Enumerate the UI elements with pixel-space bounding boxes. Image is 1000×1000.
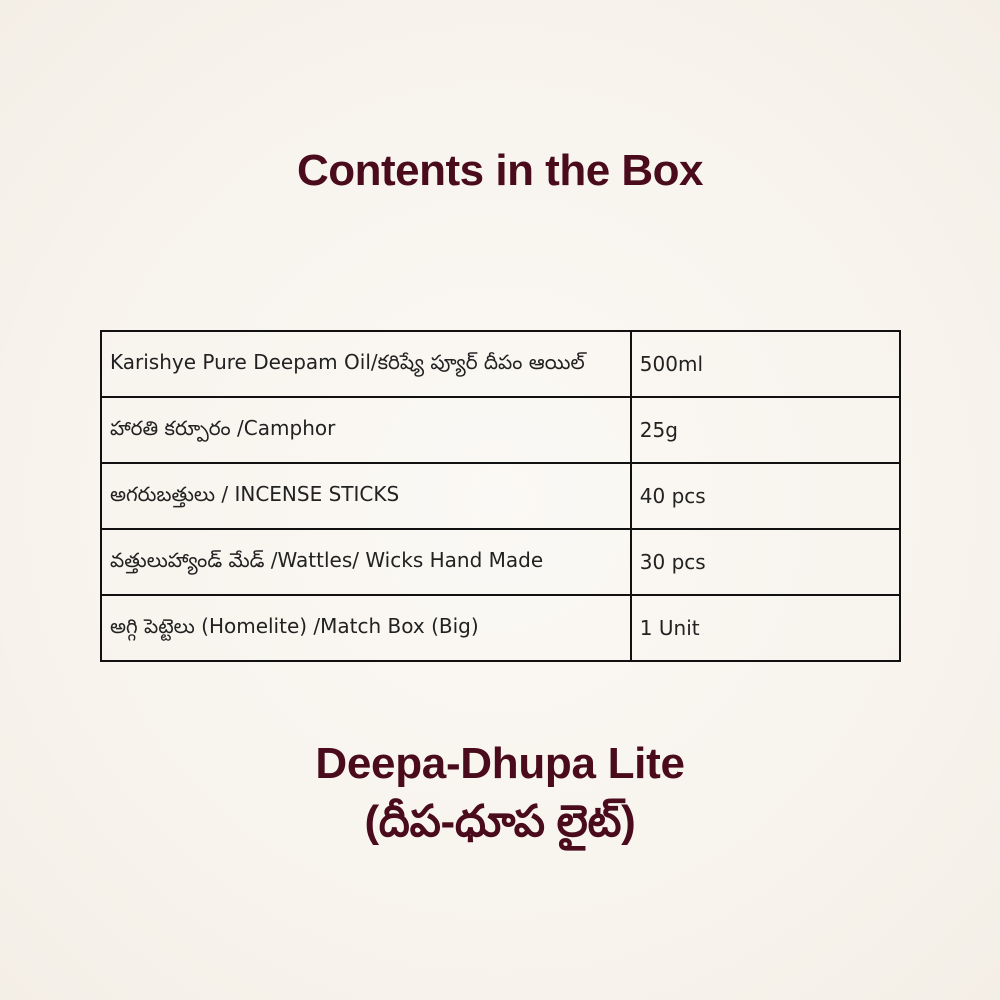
product-name-block: [0, 735, 1000, 851]
item-quantity: 40 pcs: [631, 463, 900, 529]
table-row: [101, 595, 900, 661]
contents-table: [100, 330, 901, 662]
product-name-telugu: (దీప-ధూప లైట్): [364, 797, 636, 846]
item-name: అగ్గి పెట్టెలు (Homelite) /Match Box (Big): [101, 595, 631, 661]
page-title: Contents in the Box: [296, 146, 704, 195]
item-name: అగరుబత్తులు / INCENSE STICKS: [101, 463, 631, 529]
table-row: [101, 529, 900, 595]
item-quantity: 30 pcs: [631, 529, 900, 595]
table-row: [101, 397, 900, 463]
item-quantity: 500ml: [631, 331, 900, 397]
table-row: [101, 331, 900, 397]
item-quantity: 25g: [631, 397, 900, 463]
item-name: హారతి కర్పూరం /Camphor: [101, 397, 631, 463]
item-quantity: 1 Unit: [631, 595, 900, 661]
item-name: Karishye Pure Deepam Oil/కరిష్యే ప్యూర్ దీపం ఆయిల్: [101, 331, 631, 397]
product-name: Deepa-Dhupa Lite: [315, 739, 685, 788]
table-row: [101, 463, 900, 529]
item-name: వత్తులుహ్యాండ్ మేడ్ /Wattles/ Wicks Hand Made: [101, 529, 631, 595]
